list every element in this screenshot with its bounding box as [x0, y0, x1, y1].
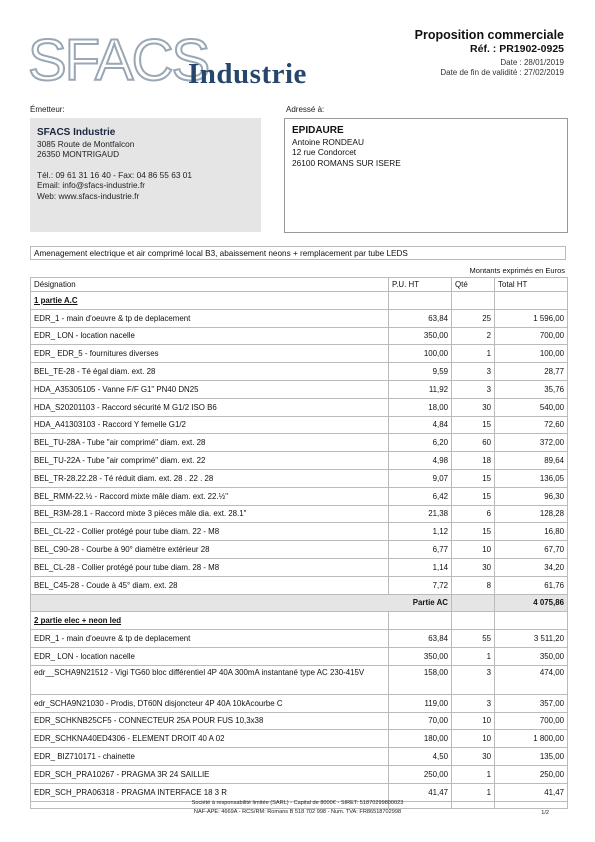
item-total: 700,00: [495, 327, 568, 345]
empty-cell: [389, 292, 452, 310]
item-unit-price: 250,00: [389, 765, 452, 783]
item-total: 61,76: [495, 576, 568, 594]
item-quantity: 15: [452, 523, 495, 541]
item-designation: HDA_A41303103 - Raccord Y femelle G1/2: [31, 416, 389, 434]
project-description: Amenagement electrique et air comprimé local B3, abaissement neons + remplacement par tube LEDS: [30, 246, 566, 260]
item-quantity: 3: [452, 665, 495, 694]
item-total: 357,00: [495, 694, 568, 712]
item-total: 540,00: [495, 398, 568, 416]
item-quantity: 3: [452, 694, 495, 712]
item-designation: BEL_R3M-28.1 - Raccord mixte 3 pièces mâle dia. ext. 28.1": [31, 505, 389, 523]
item-unit-price: 158,00: [389, 665, 452, 694]
item-designation: HDA_S20201103 - Raccord sécurité M G1/2 ISO B6: [31, 398, 389, 416]
item-quantity: 18: [452, 452, 495, 470]
item-designation: BEL_TU-22A - Tube "air comprimé" diam. ext. 22: [31, 452, 389, 470]
item-unit-price: 4,98: [389, 452, 452, 470]
item-unit-price: 119,00: [389, 694, 452, 712]
item-total: 16,80: [495, 523, 568, 541]
item-total: 1 596,00: [495, 309, 568, 327]
item-designation: EDR_ BIZ710171 - chainette: [31, 748, 389, 766]
subtotal-label: Partie AC: [31, 594, 452, 612]
item-designation: edr__SCHA9N21512 - Vigi TG60 bloc différentiel 4P 40A 300mA instantané type AC 230-415V: [31, 665, 389, 694]
recipient-label: Adressé à:: [286, 105, 325, 114]
item-unit-price: 21,38: [389, 505, 452, 523]
validity-date: Date de fin de validité : 27/02/2019: [440, 68, 564, 77]
item-designation: EDR_ EDR_5 - fournitures diverses: [31, 345, 389, 363]
item-designation: HDA_A35305105 - Vanne F/F G1" PN40 DN25: [31, 380, 389, 398]
item-designation: EDR_1 - main d'oeuvre & tp de deplacement: [31, 309, 389, 327]
item-designation: BEL_C90-28 - Courbe à 90° diamètre extérieur 28: [31, 541, 389, 559]
empty-cell: [452, 612, 495, 630]
table-row: [31, 765, 568, 783]
item-total: 700,00: [495, 712, 568, 730]
col-header-designation: Désignation: [31, 278, 389, 292]
recipient-contact: Antoine RONDEAU: [292, 136, 364, 147]
item-quantity: 15: [452, 416, 495, 434]
item-total: 35,76: [495, 380, 568, 398]
item-designation: EDR_ LON - location nacelle: [31, 647, 389, 665]
footer-legal-line1: Société à responsabilité limitée (SARL) - Capital de 8000€ - SIRET: 51870299800023: [191, 800, 404, 806]
item-quantity: 25: [452, 309, 495, 327]
item-unit-price: 70,00: [389, 712, 452, 730]
item-total: 89,64: [495, 452, 568, 470]
item-quantity: 30: [452, 558, 495, 576]
section-title-row: [31, 292, 568, 310]
table-row: [31, 665, 568, 694]
item-designation: BEL_C45-28 - Coude à 45° diam. ext. 28: [31, 576, 389, 594]
table-row: [31, 647, 568, 665]
table-row: [31, 327, 568, 345]
col-header-pu: P.U. HT: [389, 278, 452, 292]
item-total: 250,00: [495, 765, 568, 783]
item-unit-price: 41,47: [389, 783, 452, 801]
item-total: 3 511,20: [495, 630, 568, 648]
document-date: Date : 28/01/2019: [500, 58, 564, 67]
table-row: [31, 363, 568, 381]
table-row: [31, 576, 568, 594]
item-total: 128,28: [495, 505, 568, 523]
item-total: 41,47: [495, 783, 568, 801]
document-reference: Réf. : PR1902-0925: [470, 43, 564, 55]
logo-sfacs-text: SFACS: [28, 28, 209, 93]
item-quantity: 10: [452, 730, 495, 748]
item-designation: EDR_SCHKNA40ED4306 - ELEMENT DROIT 40 A 02: [31, 730, 389, 748]
item-unit-price: 6,20: [389, 434, 452, 452]
emitter-name: SFACS Industrie: [37, 127, 116, 138]
item-unit-price: 350,00: [389, 647, 452, 665]
item-total: 1 800,00: [495, 730, 568, 748]
section-title-row: [31, 612, 568, 630]
emitter-address2: 26350 MONTRIGAUD: [37, 149, 120, 160]
table-header-row: [31, 278, 568, 292]
item-total: 67,70: [495, 541, 568, 559]
table-row: [31, 523, 568, 541]
subtotal-row: [31, 594, 568, 612]
recipient-box: [284, 118, 568, 233]
item-quantity: 10: [452, 712, 495, 730]
table-row: [31, 345, 568, 363]
item-designation: BEL_RMM-22.½ - Raccord mixte mâle diam. ext. 22.½": [31, 487, 389, 505]
item-total: 136,05: [495, 469, 568, 487]
item-quantity: 60: [452, 434, 495, 452]
item-quantity: 1: [452, 765, 495, 783]
item-quantity: 6: [452, 505, 495, 523]
items-table-body: [31, 292, 568, 809]
company-logo: [28, 28, 318, 93]
item-total: 350,00: [495, 647, 568, 665]
page-number: 1/2: [541, 810, 549, 816]
item-designation: BEL_TU-28A - Tube "air comprimé" diam. ext. 28: [31, 434, 389, 452]
item-designation: EDR_SCH_PRA10267 - PRAGMA 3R 24 SAILLIE: [31, 765, 389, 783]
currency-note: Montants exprimés en Euros: [469, 266, 565, 275]
emitter-email: Email: info@sfacs-industrie.fr: [37, 180, 146, 191]
item-unit-price: 1,12: [389, 523, 452, 541]
emitter-phone: Tél.: 09 61 31 16 40 - Fax: 04 86 55 63 01: [37, 169, 192, 180]
item-designation: EDR_SCHKNB25CF5 - CONNECTEUR 25A POUR FUS 10,3x38: [31, 712, 389, 730]
section-title: 1 partie A.C: [31, 292, 389, 310]
item-quantity: 1: [452, 345, 495, 363]
item-designation: BEL_CL-22 - Collier protégé pour tube diam. 22 - M8: [31, 523, 389, 541]
table-row: [31, 541, 568, 559]
table-row: [31, 505, 568, 523]
item-quantity: 1: [452, 783, 495, 801]
item-unit-price: 18,00: [389, 398, 452, 416]
recipient-address2: 26100 ROMANS SUR ISERE: [292, 157, 401, 168]
item-quantity: 15: [452, 487, 495, 505]
table-row: [31, 398, 568, 416]
items-table: [30, 277, 568, 809]
item-unit-price: 6,77: [389, 541, 452, 559]
table-row: [31, 487, 568, 505]
table-row: [31, 712, 568, 730]
table-row: [31, 630, 568, 648]
empty-cell: [495, 612, 568, 630]
table-row: [31, 434, 568, 452]
item-unit-price: 63,84: [389, 309, 452, 327]
item-quantity: 2: [452, 327, 495, 345]
item-quantity: 30: [452, 748, 495, 766]
item-unit-price: 100,00: [389, 345, 452, 363]
item-unit-price: 9,59: [389, 363, 452, 381]
table-row: [31, 558, 568, 576]
recipient-address1: 12 rue Condorcet: [292, 147, 357, 158]
col-header-total: Total HT: [495, 278, 568, 292]
item-unit-price: 350,00: [389, 327, 452, 345]
table-row: [31, 694, 568, 712]
table-row: [31, 783, 568, 801]
item-quantity: 1: [452, 647, 495, 665]
table-row: [31, 730, 568, 748]
emitter-label: Émetteur:: [30, 105, 65, 114]
item-quantity: 3: [452, 380, 495, 398]
item-unit-price: 9,07: [389, 469, 452, 487]
empty-cell: [452, 292, 495, 310]
table-row: [31, 380, 568, 398]
emitter-web: Web: www.sfacs-industrie.fr: [37, 190, 140, 201]
item-quantity: 3: [452, 363, 495, 381]
item-designation: EDR_1 - main d'oeuvre & tp de deplacement: [31, 630, 389, 648]
item-quantity: 30: [452, 398, 495, 416]
item-designation: BEL_CL-28 - Collier protégé pour tube diam. 28 - M8: [31, 558, 389, 576]
item-quantity: 15: [452, 469, 495, 487]
item-total: 96,30: [495, 487, 568, 505]
item-unit-price: 4,50: [389, 748, 452, 766]
table-row: [31, 452, 568, 470]
item-total: 34,20: [495, 558, 568, 576]
col-header-qty: Qté: [452, 278, 495, 292]
item-quantity: 55: [452, 630, 495, 648]
item-total: 135,00: [495, 748, 568, 766]
table-row: [31, 469, 568, 487]
table-row: [31, 416, 568, 434]
recipient-name: EPIDAURE: [292, 125, 344, 136]
subtotal-value: 4 075,86: [495, 594, 568, 612]
logo-industrie-text: Industrie: [188, 58, 307, 90]
item-designation: EDR_SCH_PRA06318 - PRAGMA INTERFACE 18 3 R: [31, 783, 389, 801]
empty-cell: [389, 612, 452, 630]
item-unit-price: 4,84: [389, 416, 452, 434]
item-total: 372,00: [495, 434, 568, 452]
document-title: Proposition commerciale: [414, 28, 564, 42]
emitter-box: [30, 118, 261, 232]
item-total: 100,00: [495, 345, 568, 363]
item-designation: EDR_ LON - location nacelle: [31, 327, 389, 345]
table-row: [31, 309, 568, 327]
emitter-address1: 3085 Route de Montfalcon: [37, 138, 135, 149]
item-total: 28,77: [495, 363, 568, 381]
item-unit-price: 7,72: [389, 576, 452, 594]
item-quantity: 10: [452, 541, 495, 559]
empty-cell: [452, 594, 495, 612]
footer-legal-line2: NAF-APE: 4669A - RCS/RM: Romans B 518 702 998 - Num. TVA: FR86518702998: [193, 809, 402, 815]
item-total: 474,00: [495, 665, 568, 694]
item-total: 72,60: [495, 416, 568, 434]
item-unit-price: 63,84: [389, 630, 452, 648]
item-designation: BEL_TE-28 - Té égal diam. ext. 28: [31, 363, 389, 381]
item-unit-price: 6,42: [389, 487, 452, 505]
item-quantity: 8: [452, 576, 495, 594]
item-designation: edr_SCHA9N21030 - Prodis, DT60N disjoncteur 4P 40A 10kAcourbe C: [31, 694, 389, 712]
item-designation: BEL_TR-28.22.28 - Té réduit diam. ext. 28 . 22 . 28: [31, 469, 389, 487]
table-row: [31, 748, 568, 766]
section-title: 2 partie elec + neon led: [31, 612, 389, 630]
item-unit-price: 1,14: [389, 558, 452, 576]
empty-cell: [495, 292, 568, 310]
item-unit-price: 11,92: [389, 380, 452, 398]
item-unit-price: 180,00: [389, 730, 452, 748]
